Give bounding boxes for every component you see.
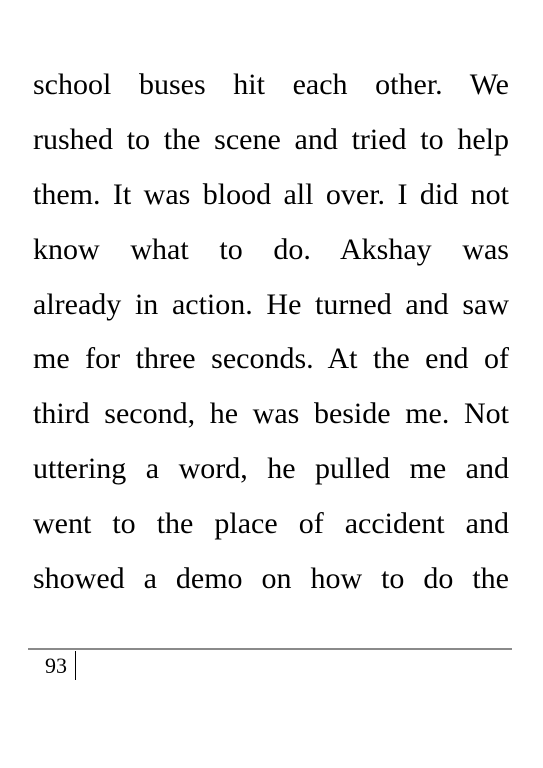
text-line: school buses hit each other. We xyxy=(33,68,509,101)
text-line: already in action. He turned and saw xyxy=(33,287,509,321)
text-line: them. It was blood all over. I did not xyxy=(33,177,509,211)
page-number-separator xyxy=(75,651,76,680)
page-number: 93 xyxy=(45,653,67,678)
text-line: uttering a word, he pulled me and xyxy=(33,452,509,486)
text-line: showed a demo on how to do the xyxy=(33,562,509,596)
text-line: went to the place of accident and xyxy=(33,507,509,541)
text-line: know what to do. Akshay was xyxy=(33,232,509,266)
text-line: me for three seconds. At the end of xyxy=(33,342,509,376)
text-line: third second, he was beside me. Not xyxy=(33,397,509,431)
body-text xyxy=(33,58,509,607)
footer-divider xyxy=(28,648,512,650)
text-line: rushed to the scene and tried to help xyxy=(33,122,509,156)
